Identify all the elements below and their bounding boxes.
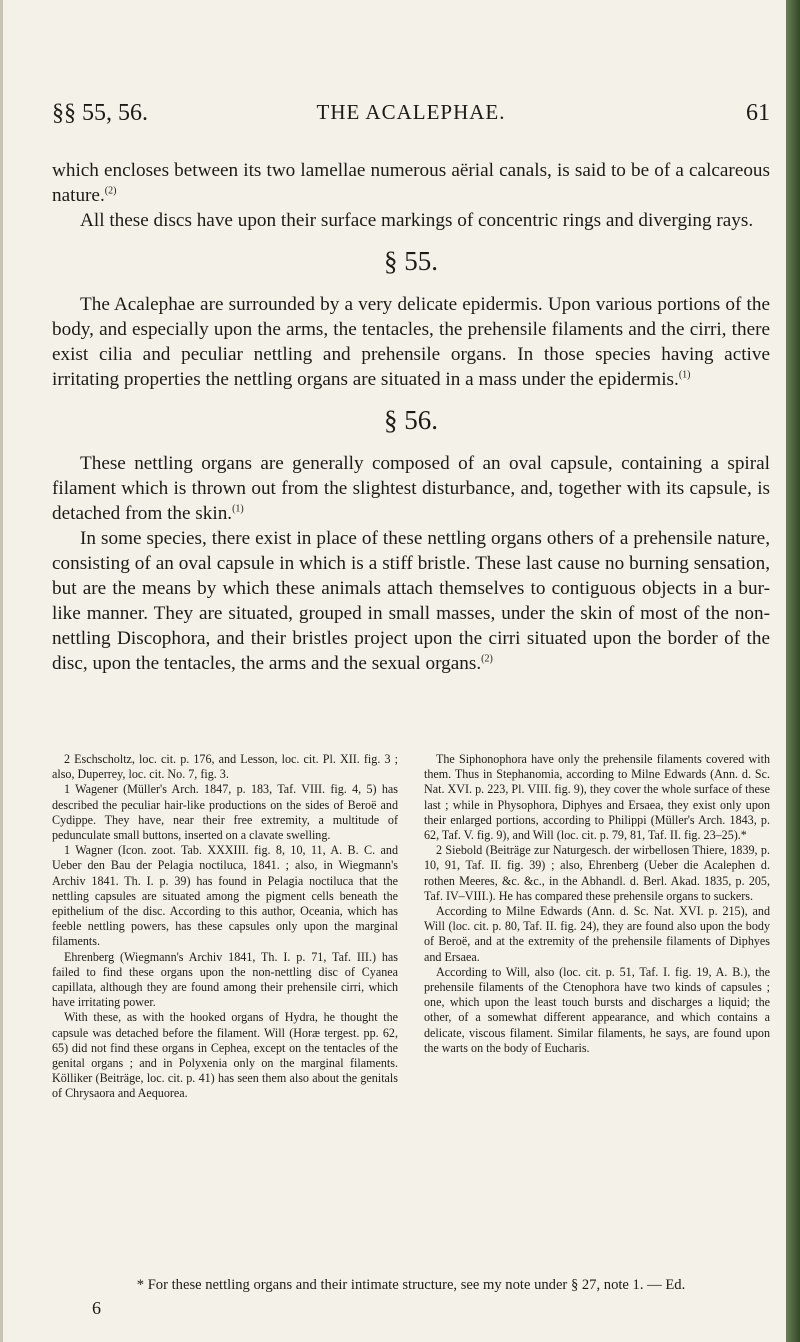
note-ehrenberg: Ehrenberg (Wiegmann's Archiv 1841, Th. I. p. 71, Taf. III.) has failed to find these organs upon the non-nettling disc of Cyanea capillata, although they are found among their prehensile cirri, which have irritating power. — [52, 949, 398, 1010]
main-text — [52, 158, 770, 676]
section-heading-56: § 56. — [384, 405, 438, 435]
page-left-edge — [0, 0, 3, 1342]
note-wagener: 1 Wagener (Müller's Arch. 1847, p. 183, Taf. VIII. fig. 4, 5) has described the peculiar hair-like productions on the sides of Beroë and Cydippe. They have, near their free extremity, a multitude of pedunculate small buttons, inserted on a clavate swelling. — [52, 782, 398, 843]
paragraph-continuation: which encloses between its two lamellae numerous aërial canals, is said to be of a calcareous nature.$^{(2)}$ — [52, 160, 770, 206]
signature-mark: 6 — [92, 1298, 101, 1318]
paragraph-epidermis: The Acalephae are surrounded by a very delicate epidermis. Upon various portions of the body, and especially upon the arms, the tentacles, the prehensile filaments and the cirri, there exist cilia and peculiar nettling and prehensile organs. In those species having active irritating properties the nettling organs are situated in a mass under the epidermis.$^{(1)}$ — [52, 294, 770, 390]
footnotes-right-column — [424, 752, 770, 1102]
note-milne-edwards: According to Milne Edwards (Ann. d. Sc. Nat. XVI. p. 215), and Will (loc. cit. p. 80, Taf. II. fig. 24), they are found also upon the body of Beroë, and at the extremity of the prehensile filaments of Diphyes and Ersaea. — [424, 904, 770, 964]
paragraph-prehensile-organs: In some species, there exist in place of these nettling organs others of a prehensile nature, consisting of an oval capsule in which is a stiff bristle. These last cause no burning sensation, but are the means by which these animals attach themselves to contiguous objects in a bur-like manner. They are situated, grouped in small masses, under the skin of most of the non-nettling Discophora, and their bristles project upon the cirri situated upon the border of the disc, upon the tentacles, the arms and the sexual organs.$^{(2)}$ — [52, 528, 770, 674]
note-will: According to Will, also (loc. cit. p. 51, Taf. I. fig. 19, A. B.), the prehensile filaments of the Ctenophora have two kinds of capsules ; one, which upon the least touch bursts and discharges a liquid; the other, of a somewhat different appearance, and which contains a delicate, viscous filament. Similar filaments, he says, are found upon the warts on the body of Eucharis. — [424, 964, 770, 1055]
note-eschscholtz: 2 Eschscholtz, loc. cit. p. 176, and Lesson, loc. cit. Pl. XII. fig. 3 ; also, Duperrey, loc. cit. No. 7, fig. 3. — [52, 752, 398, 782]
paragraph-nettling-organs: These nettling organs are generally composed of an oval capsule, containing a spiral filament which is thrown out from the slightest disturbance, and, together with its capsule, is detached from the skin.$^{(1)}$ — [52, 453, 770, 524]
section-heading-55: § 55. — [384, 246, 438, 276]
footnotes — [52, 752, 770, 1102]
footnotes-left-column — [52, 752, 398, 1102]
note-wagner: 1 Wagner (Icon. zoot. Tab. XXXIII. fig. 8, 10, 11, A. B. C. and Ueber den Bau der Pelagia noctiluca, 1841. ; also, in Wiegmann's Archiv 1841. Th. I. p. 39) has found in Pelagia noctiluca that the nettling capsules are situated among the pigment cells beneath the epithelium of the disc. According to this author, Oceania, which has feeble nettling powers, has these capsules only upon the marginal filaments. — [52, 843, 398, 949]
paragraph-disc-markings: All these discs have upon their surface markings of concentric rings and diverging rays. — [80, 210, 754, 231]
note-siebold: 2 Siebold (Beiträge zur Naturgesch. der wirbellosen Thiere, 1839, p. 10, 91, Taf. II. fig. 39) ; also, Ehrenberg (Ueber die Acalephen d. rothen Meeres, &c. &c., in the Abhandl. d. Berl. Akad. 1835, p. 205, Taf. IV–VIII.). He has compared these prehensile organs to suckers. — [424, 843, 770, 903]
page-number: 61 — [746, 100, 770, 126]
note-hydra: With these, as with the hooked organs of Hydra, he thought the capsule was detached before the filament. Will (Horæ tergest. pp. 62, 65) did not find these organs in Cephea, except on the tentacles of the genital organs ; and in Polyxenia only on the marginal filaments. Kölliker (Beiträge, loc. cit. p. 41) has seen them also about the genitals of Chrysaora and Aequorea. — [52, 1010, 398, 1101]
book-binding-edge — [786, 0, 800, 1342]
running-title: THE ACALEPHAE. — [316, 100, 506, 124]
editor-footnote: * For these nettling organs and their intimate structure, see my note under § 27, note 1. — Ed. — [136, 1277, 686, 1293]
note-siphonophora: The Siphonophora have only the prehensile filaments covered with them. Thus in Stephanomia, according to Milne Edwards (Ann. d. Sc. Nat. XVI. p. 223, Pl. VIII. fig. 9), they cover the whole surface of these last ; while in Physophora, Diphyes and Ersaea, they exist only upon their enlarged portions, according to Philippi (Müller's Arch. 1843, p. 62, Taf. V. fig. 9), and Will (loc. cit. p. 79, 81, Taf. II. fig. 23–25).* — [424, 752, 770, 843]
running-header — [52, 100, 770, 140]
section-reference: §§ 55, 56. — [52, 100, 148, 126]
